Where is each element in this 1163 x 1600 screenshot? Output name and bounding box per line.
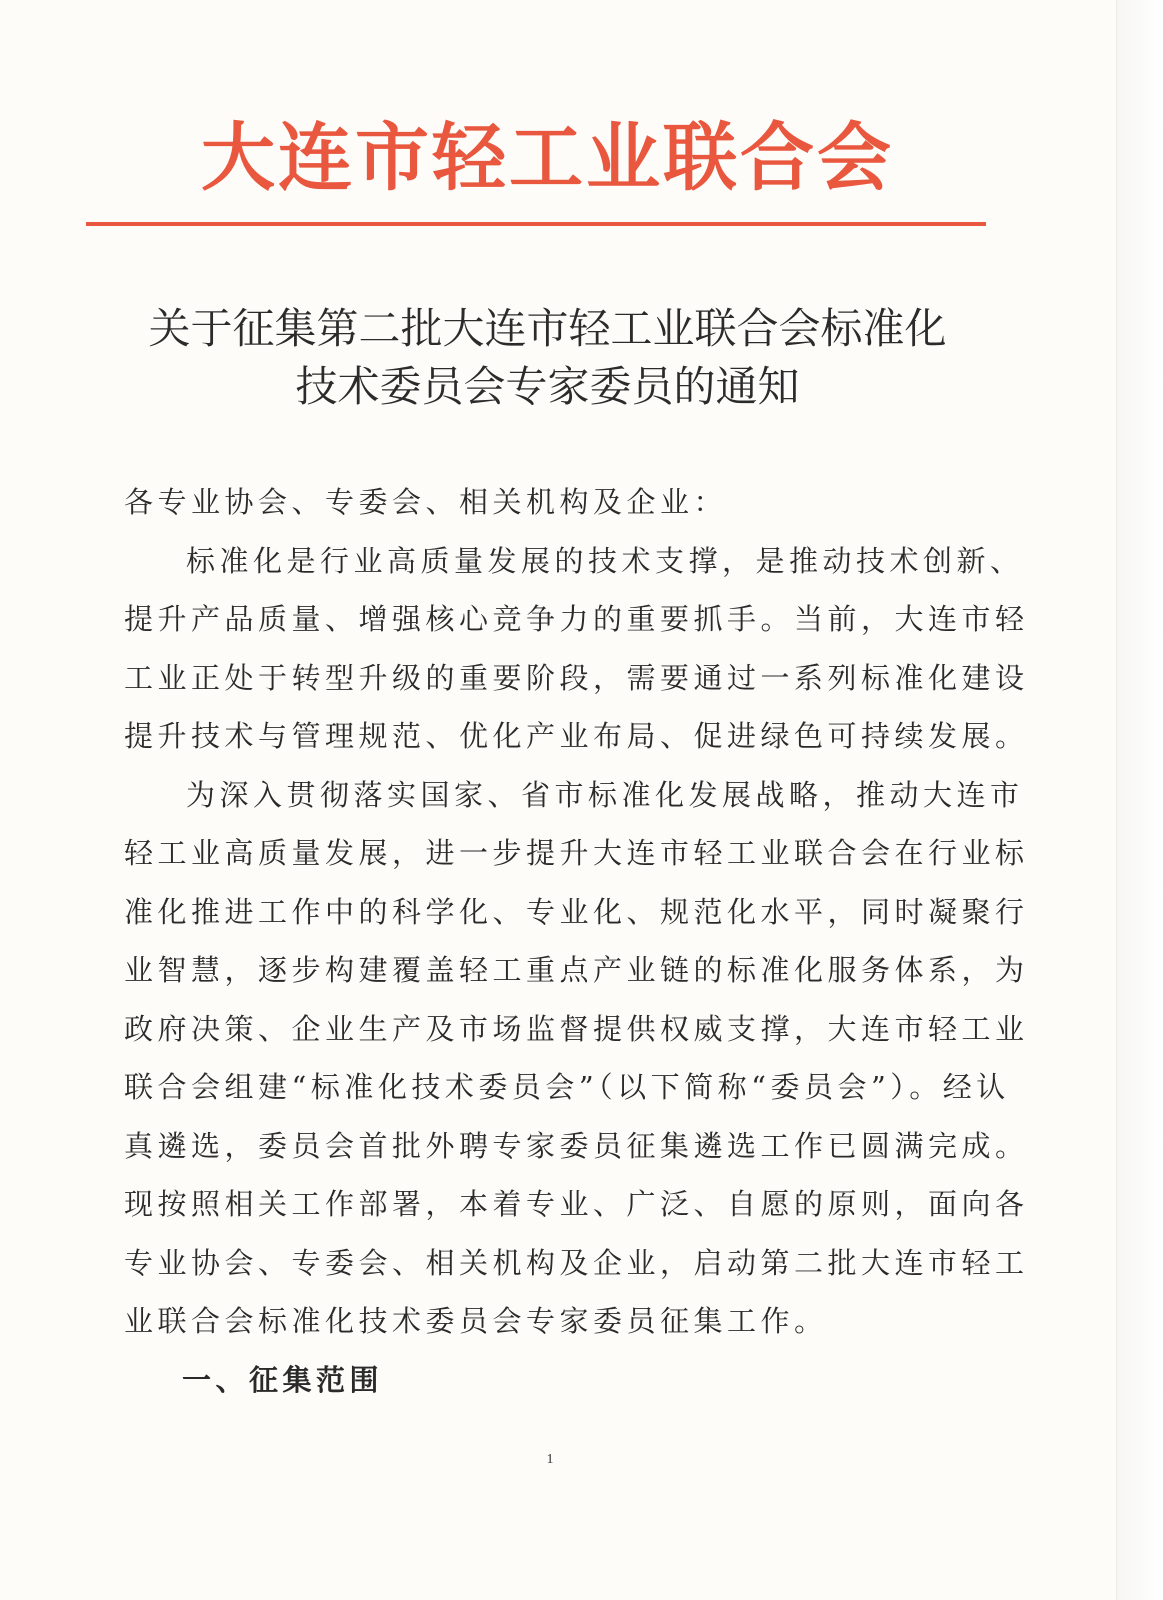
paragraph-line: 标准化是行业高质量发展的技术支撑，是推动技术创新、 (186, 543, 1024, 578)
paragraph-line: 工业正处于转型升级的重要阶段，需要通过一系列标准化建设 (124, 660, 1029, 695)
paragraph-line: 提升产品质量、增强核心竞争力的重要抓手。当前，大连市轻 (124, 602, 1029, 636)
page-number: 1 (546, 1452, 554, 1467)
paragraph-line: 现按照相关工作部署，本着专业、广泛、自愿的原则，面向各 (124, 1187, 1029, 1221)
letterhead-red-rule (86, 222, 986, 226)
letterhead-title: 大连市轻工业联合会 (201, 115, 894, 201)
paragraph-line: 轻工业高质量发展，进一步提升大连市轻工业联合会在行业标 (124, 836, 1029, 870)
paragraph-line: 专业协会、专委会、相关机构及企业，启动第二批大连市轻工 (124, 1245, 1029, 1280)
notice-title-line: 技术委员会专家委员的通知 (295, 362, 800, 411)
paragraph-line: 提升技术与管理规范、优化产业布局、促进绿色可持续发展。 (124, 719, 1029, 753)
notice-title (110, 300, 985, 416)
paragraph-line: 准化推进工作中的科学化、专业化、规范化水平，同时凝聚行 (124, 894, 1029, 929)
notice-body (124, 473, 1029, 1409)
paragraph-line: 联合会组建“标准化技术委员会”（以下简称“委员会”）。经认 (124, 1070, 1010, 1104)
paragraph-line: 业联合会标准化技术委员会专家委员征集工作。 (124, 1304, 828, 1338)
paragraph-line: 为深入贯彻落实国家、省市标准化发展战略，推动大连市 (186, 777, 1024, 812)
paragraph-line: 业智慧，逐步构建覆盖轻工重点产业链的标准化服务体系，为 (124, 953, 1029, 987)
section-heading: 一、征集范围 (182, 1362, 384, 1397)
paragraph-line: 真遴选，委员会首批外聘专家委员征集遴选工作已圆满完成。 (124, 1128, 1029, 1163)
notice-title-line: 关于征集第二批大连市轻工业联合会标准化 (148, 304, 947, 353)
scan-edge (1116, 0, 1163, 1600)
paragraph-line: 政府决策、企业生产及市场监督提供权威支撑，大连市轻工业 (124, 1011, 1029, 1046)
salutation: 各专业协会、专委会、相关机构及企业： (124, 485, 728, 519)
